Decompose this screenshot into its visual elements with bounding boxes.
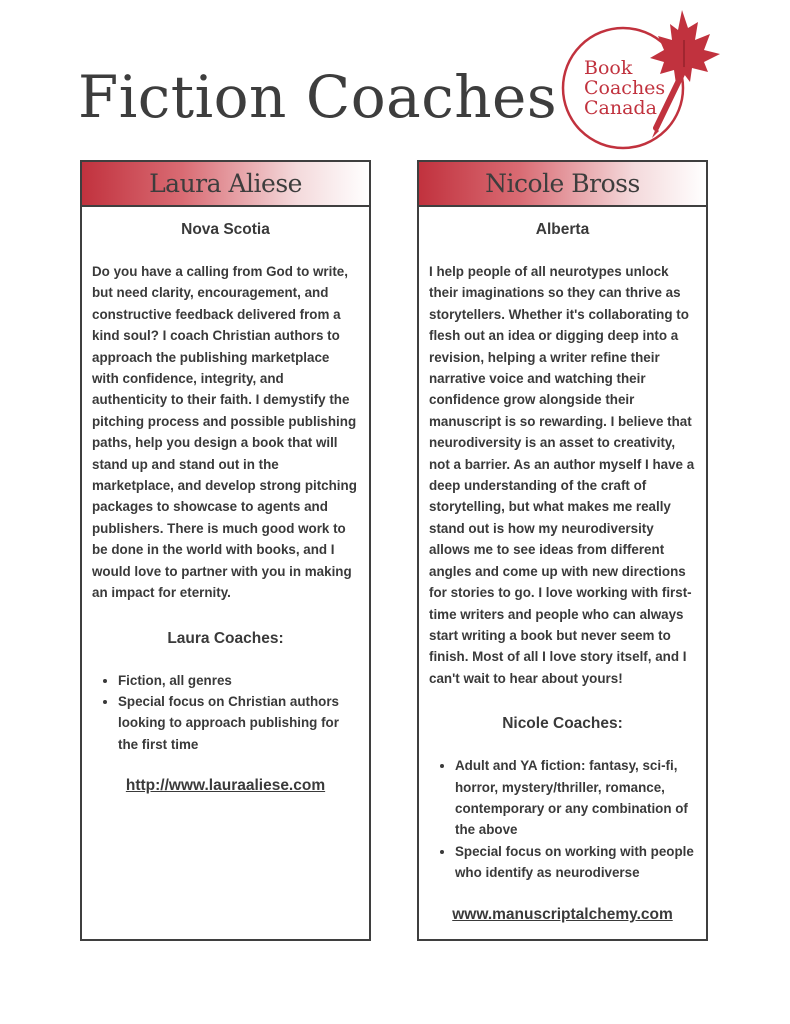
- coach-name: Laura Aliese: [149, 169, 302, 198]
- list-item: • Special focus on Christian authors looking to approach publishing for the first time: [118, 691, 359, 755]
- logo-line-3: Canada: [584, 97, 657, 119]
- logo-line-2: Coaches: [584, 77, 666, 99]
- coach-card-laura-aliese: [80, 160, 371, 941]
- coach-bio: I help people of all neurotypes unlock their imaginations so they can thrive as storytellers. Whether it's collaborating to flesh out an idea or digging deep into a revision, helping a writer refine their narrative voice and watching their confidence grow alongside their manuscript is so rewarding. I believe that neurodiversity is an asset to creativity, not a barrier. As an author myself I have a deep understanding of the craft of storytelling, but what makes me really stand out is how my neurodiversity allows me to see ideas from different angles and come up with new directions for stories to go. I love working with first-time writers and people who can always start writing a book but never seem to finish. Most of all I love story itself, and I can't wait to hear about yours!: [429, 264, 695, 686]
- list-item: • Adult and YA fiction: fantasy, sci-fi, horror, mystery/thriller, romance, contemporary or any combination of the above: [455, 755, 696, 841]
- page-title: Fiction Coaches: [78, 63, 558, 131]
- website-link[interactable]: http://www.lauraaliese.com: [125, 777, 326, 795]
- coaches-heading: Laura Coaches:: [167, 629, 284, 647]
- book-coaches-canada-logo: [558, 10, 728, 150]
- website-link[interactable]: www.manuscriptalchemy.com: [452, 905, 673, 923]
- coach-region: Nova Scotia: [181, 221, 270, 238]
- coach-region: Alberta: [535, 221, 590, 238]
- coach-name: Nicole Bross: [485, 169, 640, 198]
- maple-leaf-pen-icon: [650, 10, 720, 138]
- list-item: • Fiction, all genres: [118, 670, 359, 691]
- coach-card-header: [419, 162, 706, 207]
- focus-list: [92, 670, 359, 756]
- logo-line-1: Book: [584, 57, 633, 79]
- coach-card-header: [82, 162, 369, 207]
- focus-list: [429, 755, 696, 883]
- coach-bio: Do you have a calling from God to write, but need clarity, encouragement, and constructive feedback delivered from a kind soul? I coach Christian authors to approach the publishing marketplace with confidence, integrity, and authenticity to their faith. I demystify the pitching process and possible publishing paths, help you design a book that will stand up and stand out in the marketplace, and develop strong pitching packages to showcase to agents and publishers. There is much good work to be done in the world with books, and I would love to partner with you in making an impact for eternity.: [92, 264, 357, 601]
- list-item: • Special focus on working with people who identify as neurodiverse: [455, 841, 696, 884]
- coaches-heading: Nicole Coaches:: [502, 715, 623, 733]
- coach-card-nicole-bross: [417, 160, 708, 941]
